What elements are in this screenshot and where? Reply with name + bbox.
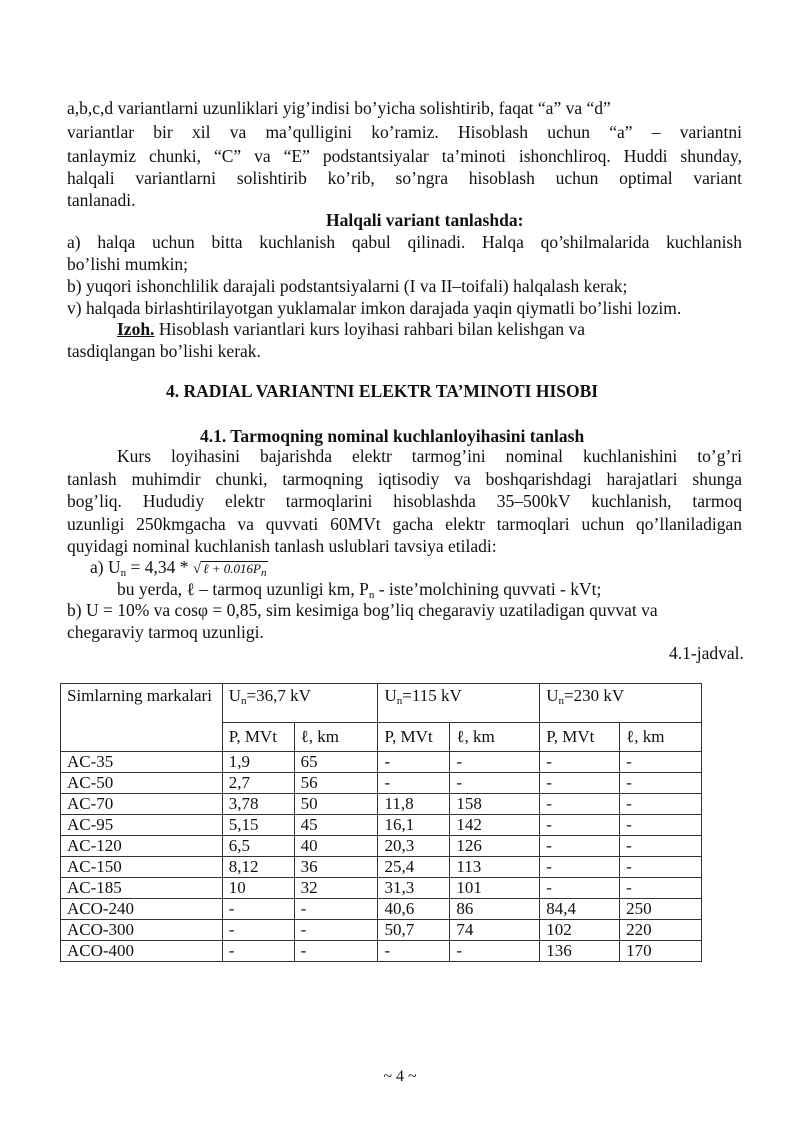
paragraph-line: bog’liq. Hududiy elektr tarmoqlarini hisoblashda 35–500kV kuchlanish, tarmoq: [67, 491, 742, 511]
table-cell: 6,5: [222, 836, 294, 857]
table-row: [61, 857, 702, 878]
table-cell: -: [294, 920, 378, 941]
wire-brand-cell: ACO-400: [61, 941, 223, 962]
note-text: Hisoblash variantlari kurs loyihasi rahbari bilan kelishgan va: [154, 319, 586, 339]
table-cell: -: [620, 878, 702, 899]
table-cell: 16,1: [378, 815, 450, 836]
table-cell: 136: [540, 941, 620, 962]
list-item-a-cont: bo’lishi mumkin;: [67, 254, 189, 274]
table-cell: -: [294, 899, 378, 920]
table-row: [61, 920, 702, 941]
subheader-p: P, MVt: [540, 723, 620, 752]
table-cell: -: [222, 941, 294, 962]
table-cell: -: [378, 941, 450, 962]
table-cell: 32: [294, 878, 378, 899]
table-cell: -: [540, 773, 620, 794]
header-group-2: [378, 684, 540, 723]
table-cell: -: [620, 857, 702, 878]
table-cell: -: [222, 920, 294, 941]
table-row: [61, 899, 702, 920]
table-header-row: [61, 684, 702, 723]
header-u-sub: n: [396, 695, 403, 707]
formula-subscript: n: [120, 567, 127, 579]
table-cell: -: [450, 941, 540, 962]
formula-equals: = 4,34 *: [126, 557, 193, 577]
paragraph-line: Kurs loyihasini bajarishda elektr tarmog’ini nominal kuchlanishini to’g’ri: [117, 446, 742, 466]
table-cell: 11,8: [378, 794, 450, 815]
paragraph-line: variantlar bir xil va ma’qulligini ko’ramiz. Hisoblash uchun “a” – variantni: [67, 122, 742, 142]
where-text-a: bu yerda, ℓ – tarmoq uzunligi km, P: [117, 579, 369, 599]
header-u: U: [228, 686, 242, 705]
paragraph-line: quyidagi nominal kuchlanish tanlash uslublari tavsiya etiladi:: [67, 536, 497, 556]
table-body: [61, 684, 702, 962]
where-text-b: - iste’molchining quvvati - kVt;: [374, 579, 602, 599]
table-cell: -: [450, 752, 540, 773]
subheader-l: ℓ, km: [620, 723, 702, 752]
table-caption: 4.1-jadval.: [669, 643, 744, 663]
paragraph-line: a,b,c,d variantlarni uzunliklari yig’indisi bo’yicha solishtirib, faqat “a” va “d”: [67, 98, 611, 118]
list-item-a: a) halqa uchun bitta kuchlanish qabul qilinadi. Halqa qo’shilmalarida kuchlanish: [67, 232, 742, 252]
header-u: U: [384, 686, 397, 705]
note-label: Izoh.: [117, 319, 155, 339]
table-cell: 50: [294, 794, 378, 815]
table-cell: 170: [620, 941, 702, 962]
table-cell: 40,6: [378, 899, 450, 920]
table-cell: 84,4: [540, 899, 620, 920]
table-cell: -: [540, 794, 620, 815]
header-simlarning-markalari: Simlarning markalari: [61, 684, 223, 752]
wire-brand-cell: AC-50: [61, 773, 223, 794]
note-line-cont: tasdiqlangan bo’lishi kerak.: [67, 341, 261, 361]
header-voltage: =115 kV: [402, 686, 462, 705]
section-title: 4. RADIAL VARIANTNI ELEKTR TA’MINOTI HISOBI: [166, 381, 599, 401]
table-row: [61, 773, 702, 794]
header-u-sub: n: [558, 695, 564, 707]
table-cell: 101: [450, 878, 540, 899]
table-cell: 220: [620, 920, 702, 941]
table-cell: -: [540, 752, 620, 773]
header-voltage: =230 kV: [564, 686, 625, 705]
table-cell: 142: [450, 815, 540, 836]
subheader-l: ℓ, km: [450, 723, 540, 752]
paragraph-line: b) U = 10% va cosφ = 0,85, sim kesimiga bog’liq chegaraviy uzatiladigan quvvat va: [67, 600, 658, 620]
formula-radicand: ℓ + 0.016P: [203, 561, 261, 576]
header-u-sub: n: [241, 695, 247, 707]
table-cell: 31,3: [378, 878, 450, 899]
table-cell: 74: [450, 920, 540, 941]
table-row: [61, 794, 702, 815]
table-cell: 86: [450, 899, 540, 920]
table-cell: 2,7: [222, 773, 294, 794]
formula-prefix: a) U: [90, 557, 121, 577]
header-voltage: =36,7 kV: [246, 686, 311, 705]
table-cell: -: [540, 836, 620, 857]
table-cell: -: [620, 794, 702, 815]
table-cell: 250: [620, 899, 702, 920]
header-group-1: [222, 684, 378, 723]
table-cell: 1,9: [222, 752, 294, 773]
table-cell: 3,78: [222, 794, 294, 815]
wire-brand-cell: AC-120: [61, 836, 223, 857]
header-group-3: [540, 684, 702, 723]
table-cell: -: [540, 857, 620, 878]
table-row: [61, 941, 702, 962]
subheader-p: P, MVt: [222, 723, 294, 752]
wire-brand-cell: AC-150: [61, 857, 223, 878]
table-cell: -: [378, 752, 450, 773]
wire-brand-cell: ACO-240: [61, 899, 223, 920]
table-row: [61, 752, 702, 773]
table-cell: 45: [294, 815, 378, 836]
table-cell: 8,12: [222, 857, 294, 878]
paragraph-line: tanlash muhimdir chunki, tarmoqning iqtisodiy va boshqarishdagi harajatlari shunga: [67, 469, 742, 489]
where-subscript: n: [368, 589, 375, 601]
table-cell: 10: [222, 878, 294, 899]
wire-brand-cell: AC-70: [61, 794, 223, 815]
table-cell: -: [540, 878, 620, 899]
paragraph-line: tanlanadi.: [67, 190, 136, 210]
table-cell: 158: [450, 794, 540, 815]
wire-brand-cell: AC-35: [61, 752, 223, 773]
table-cell: 36: [294, 857, 378, 878]
list-item-v: v) halqada birlashtirilayotgan yuklamalar imkon darajada yaqin qiymatli bo’lishi lozim.: [67, 298, 682, 318]
table-cell: 25,4: [378, 857, 450, 878]
table-cell: -: [378, 773, 450, 794]
paragraph-line: uzunligi 250kmgacha va quvvati 60MVt gacha elektr tarmoqlari uchun qo’llaniladigan: [67, 514, 742, 534]
table-cell: 20,3: [378, 836, 450, 857]
header-u: U: [546, 686, 559, 705]
table-cell: -: [222, 899, 294, 920]
table-cell: -: [540, 815, 620, 836]
table-cell: 102: [540, 920, 620, 941]
table-cell: -: [294, 941, 378, 962]
wire-brand-cell: AC-185: [61, 878, 223, 899]
table-cell: -: [620, 836, 702, 857]
paragraph-line: halqali variantlarni solishtirib ko’rib, so’ngra hisoblash uchun optimal variant: [67, 168, 742, 188]
paragraph-line: chegaraviy tarmoq uzunligi.: [67, 622, 264, 642]
table-cell: 56: [294, 773, 378, 794]
page-number: ~ 4 ~: [383, 1068, 417, 1085]
table-row: [61, 815, 702, 836]
wire-brand-table: [60, 683, 702, 962]
formula-radicand-sub: n: [260, 567, 267, 579]
table-cell: 40: [294, 836, 378, 857]
table-cell: 126: [450, 836, 540, 857]
wire-brand-cell: AC-95: [61, 815, 223, 836]
table-cell: 65: [294, 752, 378, 773]
subsection-title: 4.1. Tarmoqning nominal kuchlanloyihasini tanlash: [200, 426, 585, 446]
formula-sqrt: √ ℓ + $0.016P_n$: [192, 561, 267, 579]
table-row: [61, 836, 702, 857]
table-cell: 113: [450, 857, 540, 878]
table-cell: -: [620, 752, 702, 773]
table-cell: -: [620, 773, 702, 794]
table-cell: 50,7: [378, 920, 450, 941]
table-cell: -: [450, 773, 540, 794]
table-cell: -: [620, 815, 702, 836]
paragraph-line: tanlaymiz chunki, “C” va “E” podstantsiyalar ta’minoti ishonchliroq. Huddi shunday,: [67, 146, 742, 166]
table-row: [61, 878, 702, 899]
note-line: [117, 319, 585, 340]
subheader-l: ℓ, km: [294, 723, 378, 752]
subheader-p: P, MVt: [378, 723, 450, 752]
table-cell: 5,15: [222, 815, 294, 836]
wire-brand-cell: ACO-300: [61, 920, 223, 941]
heading-halqali-variant: Halqali variant tanlashda:: [326, 210, 524, 230]
list-item-b: b) yuqori ishonchlilik darajali podstantsiyalarni (I va II–toifali) halqalash kerak;: [67, 276, 628, 296]
